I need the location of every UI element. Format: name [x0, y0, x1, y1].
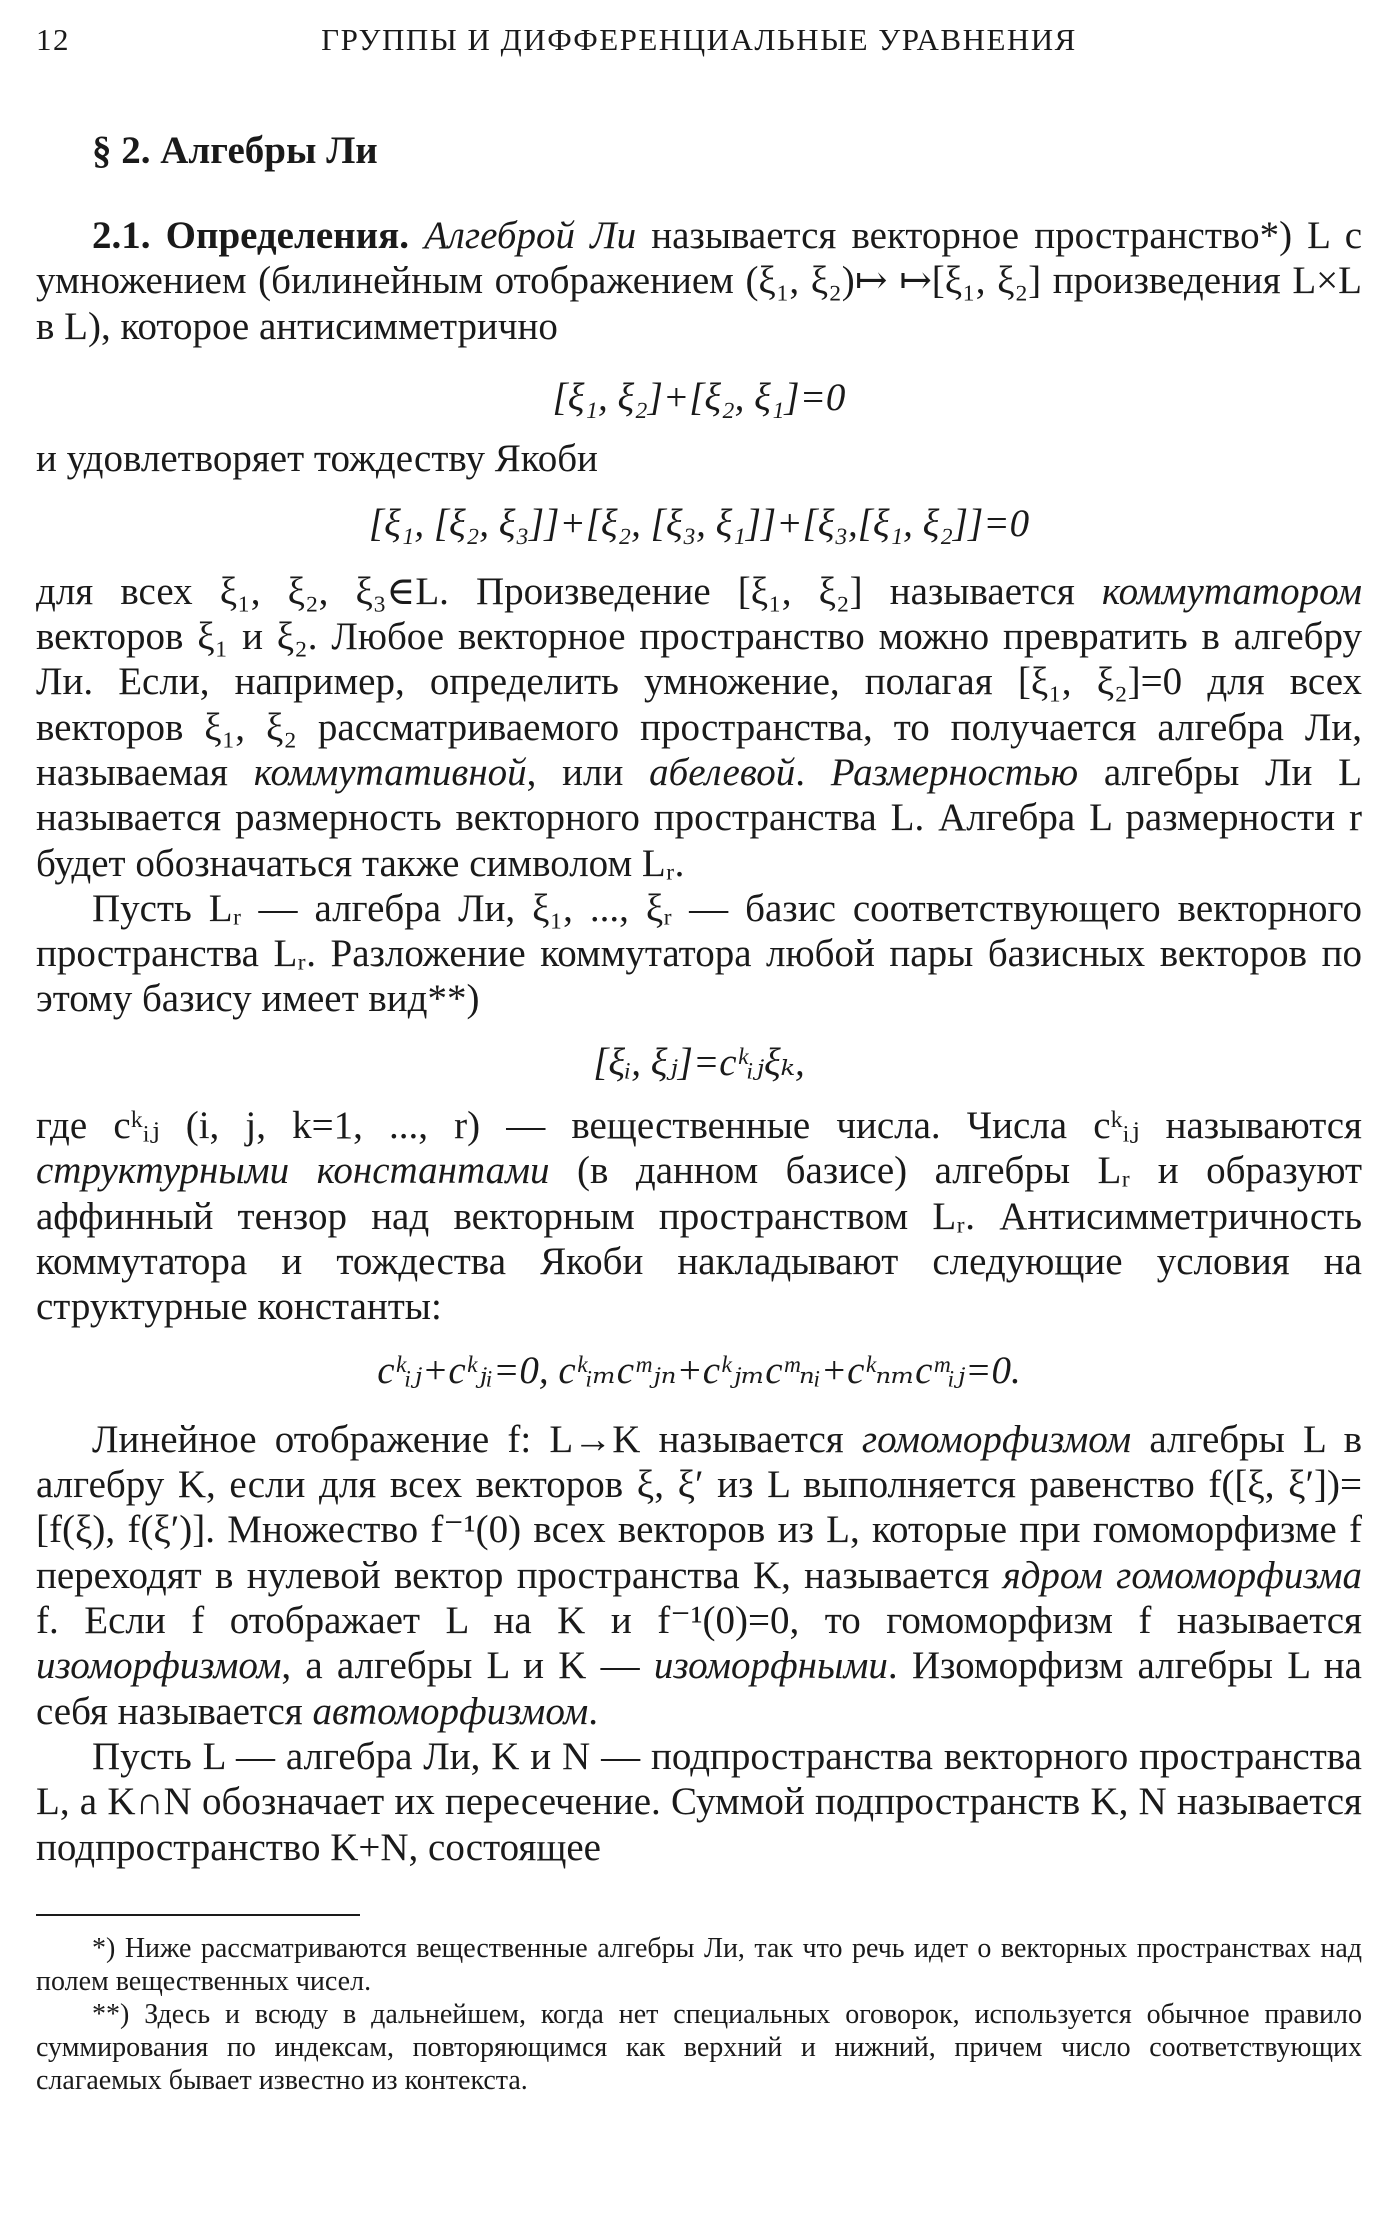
footnote-divider — [36, 1914, 360, 1916]
footnote-2: **) Здесь и всюду в дальнейшем, когда нет специальных оговорок, используется обычное правило суммирования по индексам, повторяющимся как верхний и нижний, причем число соответствующих слагаемых бывает известно из контекста. — [36, 1998, 1362, 2096]
term-dimension: Размерностью — [830, 750, 1079, 794]
term-lie-algebra: Алгеброй Ли — [424, 214, 637, 257]
paragraph-subspaces: Пусть L — алгебра Ли, K и N — подпространства векторного пространства L, а K∩N обозначает их пересечение. Суммой подпространств K, N называется подпространство K+N, состоящее — [36, 1734, 1362, 1869]
term-homomorphism: гомоморфизмом — [861, 1417, 1132, 1461]
term-isomorphic: изоморфными — [653, 1644, 888, 1688]
book-page — [36, 22, 1362, 2097]
formula-constant-conditions: cᵏᵢⱼ+cᵏⱼᵢ=0, cᵏᵢₘcᵐⱼₙ+cᵏⱼₘcᵐₙᵢ+cᵏₙₘcᵐᵢⱼ=0. — [377, 1348, 1021, 1392]
paragraph-homomorphism: Линейное отображение f: L→K называется гомоморфизмом алгебры L в алгебру K, если для всех векторов ξ, ξ′ из L выполняется равенство f([ξ, ξ′])=[f(ξ), f(ξ′)]. Множество f⁻¹(0) всех векторов из L, которые при гомоморфизме f переходят в нулевой вектор пространства K, называется ядром гомоморфизма f. Если f отображает L на K и f⁻¹(0)=0, то гомоморфизм f называется изоморфизмом, а алгебры L и K — изоморфными. Изоморфизм алгебры L на себя называется автоморфизмом. — [36, 1417, 1362, 1733]
formula-structure: [ξᵢ, ξⱼ]=cᵏᵢⱼξₖ, — [593, 1040, 805, 1084]
running-title: ГРУППЫ И ДИФФЕРЕНЦИАЛЬНЫЕ УРАВНЕНИЯ — [321, 22, 1077, 57]
page-number: 12 — [36, 22, 70, 57]
page-header — [36, 22, 1362, 66]
paragraph-jacobi-intro: и удовлетворяет тождеству Якоби — [36, 437, 598, 481]
formula-antisymmetry: [ξ₁, ξ₂]+[ξ₂, ξ₁]=0 — [552, 375, 846, 419]
formula-jacobi: [ξ₁, [ξ₂, ξ₃]]+[ξ₂, [ξ₃, ξ₁]]+[ξ₃,[ξ₁, ξ₂]]=0 — [368, 502, 1030, 546]
term-isomorphism: изоморфизмом — [36, 1644, 282, 1688]
paragraph-text: называется векторное пространство*) L с умножением (билинейным отображением (ξ₁, ξ₂)↦ ↦[ξ₁, ξ₂] произведения L×L в L), которое антисимметрично — [36, 214, 1363, 348]
section-title: § 2. Алгебры Ли — [92, 129, 378, 172]
term-kernel: ядром гомоморфизма — [1002, 1553, 1362, 1597]
term-commutator: коммутатором — [1101, 569, 1362, 613]
term-commutative: коммутативной — [253, 750, 527, 794]
subsection-label: 2.1. Определения. — [92, 214, 409, 257]
paragraph-commutator: для всех ξ₁, ξ₂, ξ₃∈L. Произведение [ξ₁, ξ₂] называется коммутатором векторов ξ₁ и ξ₂. Любое векторное пространство можно превратить в алгебру Ли. Если, например, определить умножение, полагая [ξ₁, ξ₂]=0 для всех векторов ξ₁, ξ₂ рассматриваемого пространства, то получается алгебра Ли, называемая коммутативной, или абелевой. Размерностью алгебры Ли L называется размерность векторного пространства L. Алгебра L размерности r будет обозначаться также символом Lᵣ. — [36, 569, 1362, 885]
paragraph-structure-constants: где cᵏᵢⱼ (i, j, k=1, ..., r) — вещественные числа. Числа cᵏᵢⱼ называются структурными константами (в данном базисе) алгебры Lᵣ и образуют аффинный тензор над векторным пространством Lᵣ. Антисимметричность коммутатора и тождества Якоби накладывают следующие условия на структурные константы: — [36, 1104, 1362, 1329]
term-structure-constants: структурными константами — [36, 1149, 550, 1193]
footnote-1: *) Ниже рассматриваются вещественные алгебры Ли, так что речь идет о векторных пространствах над полем вещественных чисел. — [36, 1932, 1362, 1997]
paragraph-basis: Пусть Lᵣ — алгебра Ли, ξ₁, ..., ξᵣ — базис соответствующего векторного пространства Lᵣ. Разложение коммутатора любой пары базисных векторов по этому базису имеет вид**) — [36, 886, 1362, 1021]
term-abelian: абелевой — [649, 750, 796, 794]
term-automorphism: автоморфизмом — [312, 1689, 589, 1733]
paragraph-definition — [36, 213, 1362, 349]
